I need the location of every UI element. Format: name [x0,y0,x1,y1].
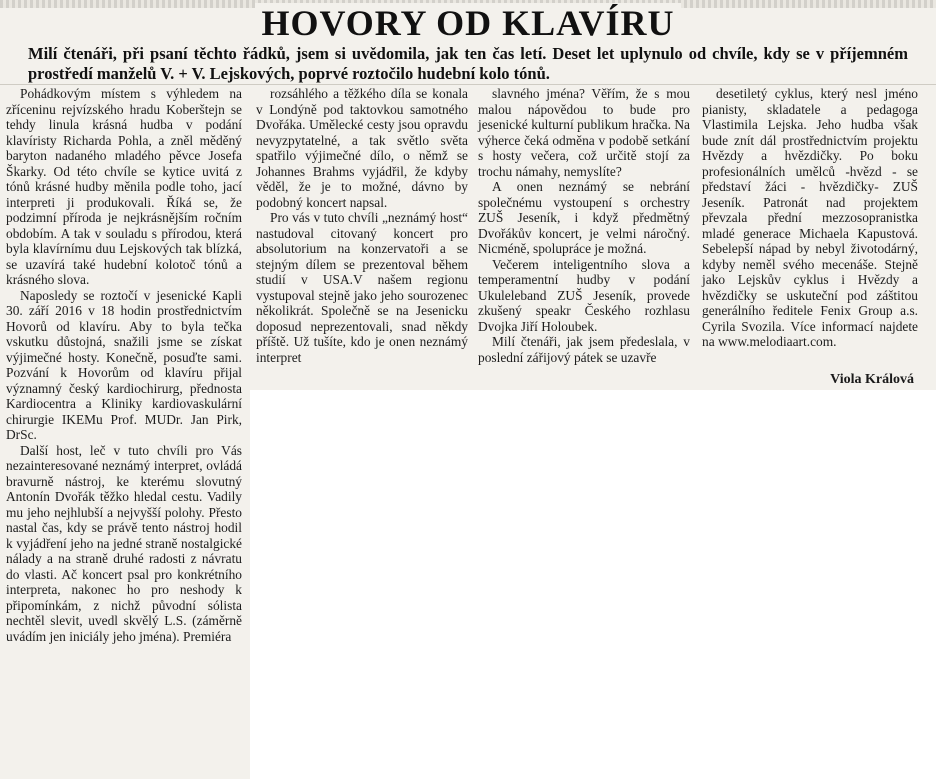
author-signature: Viola Králová [830,372,914,387]
paragraph: Pro vás v tuto chvíli „neznámý host“ nastudoval citovaný koncert pro absolutorium na konzervatoři a se stejným dílem se prezentoval během studií v USA.V našem regionu vystupoval stejně jako jeho sourozenec několikrát. Společně se na Jesenicku doposud neprezentovali, snad někdy příště. Už tušíte, kdo je onen neznámý interpret [256,210,468,365]
paragraph: Pohádkovým místem s výhledem na zříceninu rejvízského hradu Koberštejn se tehdy linula krásná hudba v podání klavíristy Richarda Pohla, a zněl měděný baryton nadaného mladého pěvce Josefa Škarky. Od této chvíle se kytice uvitá z tónů krásné hudby měnila podle toho, jací interpreti ji produkovali. Říká se, že podzimní příroda je nejkrásnějším ročním obdobím. A tak v souladu s přírodou, která byla klavírnímu duu Lejskových tak blízká, se uzavírá také hudební kolotoč tónů a krásného slova. [6,86,242,287]
paragraph: Milí čtenáři, jak jsem předeslala, v poslední zářijový pátek se uzavře [478,334,690,365]
paragraph: Naposledy se roztočí v jesenické Kapli 30. září 2016 v 18 hodin prostřednictvím Hovorů od klavíru. Aby to byla tečka vskutku důstojná, snažili jsme se získat výjimečné hosty. Konečně, posuďte sami. Pozvání k Hovorům od klavíru přijal významný český kardiochirurg, přednosta Kardiocentra a Kliniky kardiovaskulární chirurgie IKEMu Prof. MUDr. Jan Pirk, DrSc. [6,287,242,442]
paragraph: rozsáhlého a těžkého díla se konala v Londýně pod taktovkou samotného Dvořáka. Umělecké cesty jsou opravdu nevyzpytatelné, a tak světlo světa spatřilo výjimečné dílo, o němž se Johannes Brahms vyjádřil, že kdyby věděl, že je to možné, dávno by podobný koncert napsal. [256,86,468,210]
blank-area [250,390,936,779]
column-2 [256,86,468,365]
paragraph: desetiletý cyklus, který nesl jméno pianisty, skladatele a pedagoga Vlastimila Lejska. Jeho hudba však bude znít dál prostřednictvím projektu Hvězdy a hvězdičky. Po boku profesionálních umělců -hvězd - se představí žáci - hvězdičky- ZUŠ Jeseník. Patronát nad projektem převzala přední mezzosopranistka mladé generace Michaela Kapustová. Sebelepší nápad by nebyl životodárný, kdyby neměl svého mecenáše. Stejně jako Lejskův cyklus i Hvězdy a hvězdičky se uskuteční pod záštitou generálního ředitele Fenix Group a.s. Cyrila Svozila. Více informací najdete na www.melodiaart.com. [702,86,918,349]
lead-divider [0,84,936,85]
paragraph: slavného jména? Věřím, že s mou malou nápovědou to bude pro jesenické kulturní publikum hračka. Na výherce čeká odměna v podobě setkání s hosty večera, což určitě stojí za trochu námahy, nemyslíte? [478,86,690,179]
column-1 [6,86,242,644]
paragraph: Další host, leč v tuto chvíli pro Vás nezainteresované neznámý interpret, ovládá bravurně nástroj, ke kterému slovutný Antonín Dvořák těžko hledal cestu. Vadily mu jeho nejhlubší a nejvyšší polohy. Přesto nastal čas, kdy se právě tento nástroj hodil k vyjádření jeho na jedné straně nostalgické nálady a na straně druhé radosti z návratu do vlasti. Ač koncert psal pro konkrétního interpreta, nakonec ho pro neshody k připomínkám, z nichž původní sólista nechtěl slevit, uvedl skvělý L.S. (záměrně uvádím jen iniciály jeho jména). Premiéra [6,442,242,644]
paragraph: Večerem inteligentního slova a temperamentní hudby v podání Ukuleleband ZUŠ Jeseník, provede zkušený speakr Českého rozhlasu Dvojka Jiří Holoubek. [478,256,690,334]
article-lead: Milí čtenáři, při psaní těchto řádků, jsem si uvědomila, jak ten čas letí. Deset let uplynulo od chvíle, kdy se v příjemném prostředí manželů V. + V. Lejskových, poprvé roztočilo hudební kolo tónů. [28,44,908,83]
article-title: HOVORY OD KLAVÍRU [0,0,936,46]
column-4 [702,86,918,350]
column-3 [478,86,690,365]
paragraph: A onen neznámý se nebrání společnému vystoupení s orchestry ZUŠ Jeseník, i když předmětný Dvořákův koncert, je velmi náročný. Nicméně, spolupráce je možná. [478,179,690,256]
